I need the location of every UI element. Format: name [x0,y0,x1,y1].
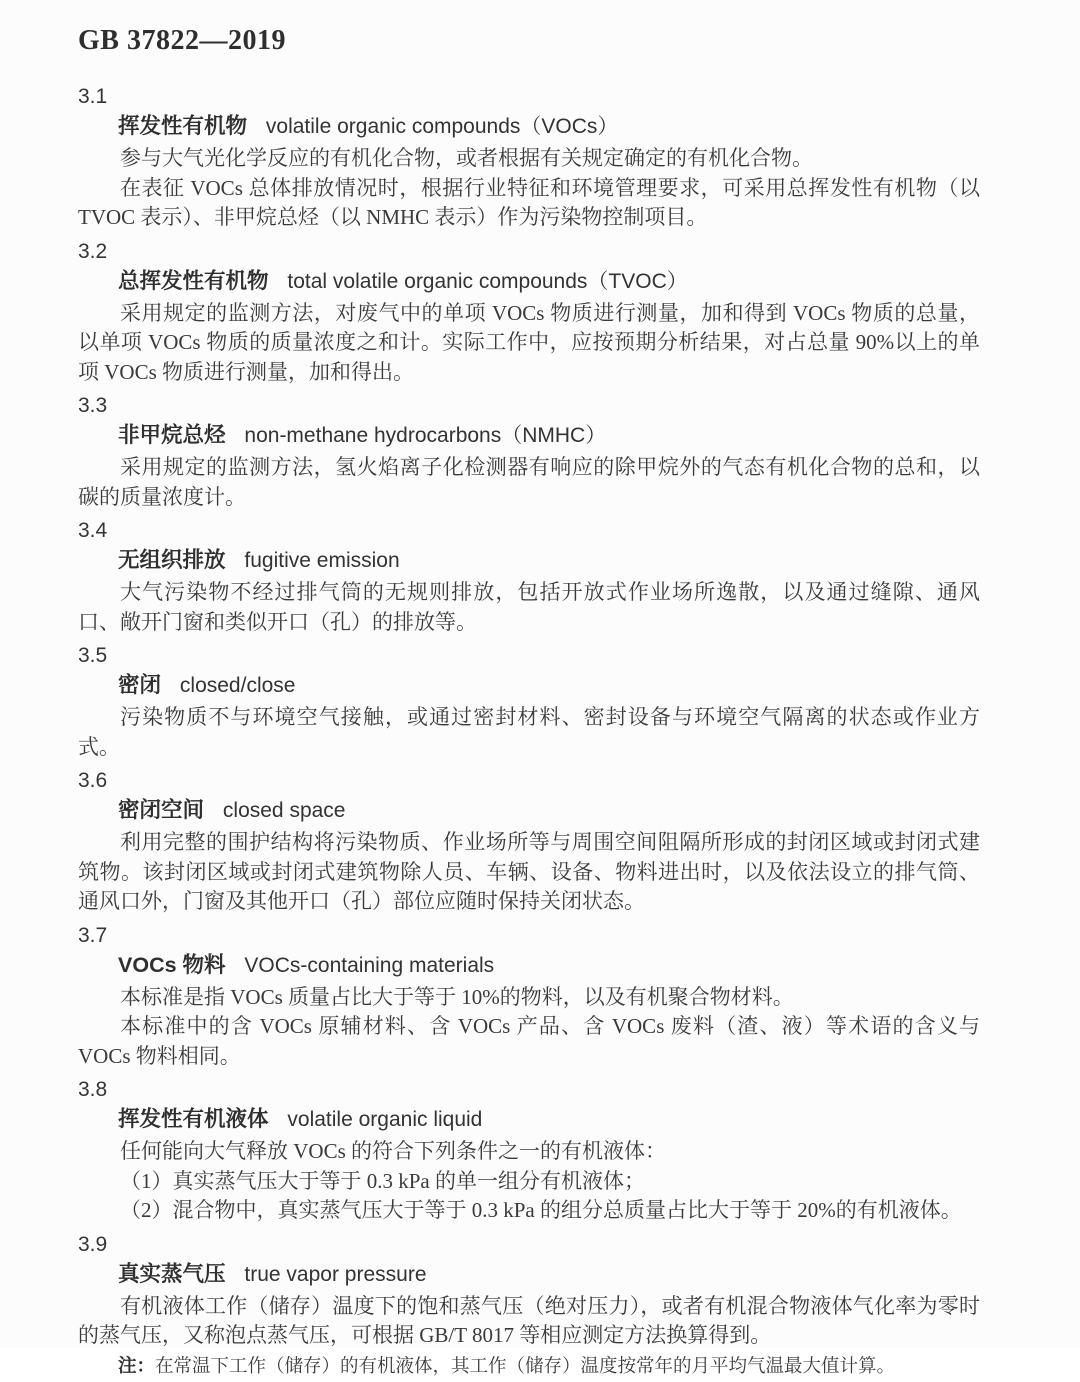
clause-paragraph: 有机液体工作（储存）温度下的饱和蒸气压（绝对压力），或者有机混合物液体气化率为零时的蒸气压，又称泡点蒸气压，可根据 GB/T 8017 等相应测定方法换算得到。 [78,1293,980,1347]
clause-section [78,1230,980,1382]
clause-paragraph: 利用完整的围护结构将污染物质、作业场所等与周围空间阻隔所形成的封闭区域或封闭式建筑物。该封闭区域或封闭式建筑物除人员、车辆、设备、物料进出时，以及依法设立的排气筒、通风口外，门窗及其他开口（孔）部位应随时保持关闭状态。 [78,830,980,913]
term-english: volatile organic compounds（VOCs） [265,115,619,138]
clause-section [78,641,980,762]
clause-paragraph: 大气污染物不经过排气筒的无规则排放，包括开放式作业场所逸散，以及通过缝隙、通风口、敞开门窗和类似开口（孔）的排放等。 [78,580,980,634]
clause-paragraph: 污染物质不与环境空气接触，或通过密封材料、密封设备与环境空气隔离的状态或作业方式。 [78,705,980,759]
clause-paragraph: 采用规定的监测方法，氢火焰离子化检测器有响应的除甲烷外的气态有机化合物的总和，以碳的质量浓度计。 [78,455,980,509]
term-line [78,671,980,702]
term-english: VOCs-containing materials [244,953,495,977]
clause-number: 3.8 [78,1078,108,1101]
clause-number: 3.6 [78,769,108,792]
term-english: true vapor pressure [244,1262,427,1286]
clause-paragraph: 参与大气光化学反应的有机化合物，或者根据有关规定确定的有机化合物。 [120,146,813,170]
clause-note [78,1352,980,1382]
clause-paragraph: 本标准是指 VOCs 质量占比大于等于 10%的物料，以及有机聚合物材料。 [120,984,794,1009]
clause-number: 3.5 [78,644,108,667]
term-line [78,112,980,143]
term-line [78,267,980,298]
term-chinese: VOCs 物料 [118,952,226,977]
clause-number: 3.9 [78,1232,108,1256]
term-english: total volatile organic compounds（TVOC） [287,269,688,293]
term-chinese: 挥发性有机液体 [118,1107,269,1131]
clause-section [78,82,980,233]
term-line [78,421,980,452]
clause-section [78,921,980,1072]
term-chinese: 总挥发性有机物 [118,268,269,293]
clause-section [78,391,980,512]
term-line [78,546,980,577]
clause-number: 3.1 [78,85,108,108]
clause-paragraph: 采用规定的监测方法，对废气中的单项 VOCs 物质进行测量，加和得到 VOCs 物质的总量，以单项 VOCs 物质的质量浓度之和计。实际工作中，应按预期分析结果，对占总量 90%以上的单项 VOCs 物质进行测量，加和得出。 [78,300,981,384]
term-line [78,1260,980,1291]
clause-paragraph: （1）真实蒸气压大于等于 0.3 kPa 的单一组分有机液体； [120,1168,645,1193]
clause-number: 3.4 [78,519,108,542]
terms-and-definitions-body [78,82,980,1382]
term-line [78,1105,980,1136]
term-chinese: 密闭空间 [118,798,205,822]
term-chinese: 挥发性有机物 [118,114,248,138]
note-label: 注： [118,1356,156,1377]
clause-paragraph: 本标准中的含 VOCs 原辅材料、含 VOCs 产品、含 VOCs 废料（渣、液）等术语的含义与 VOCs 物料相同。 [78,1014,980,1068]
clause-paragraph: 在表征 VOCs 总体排放情况时，根据行业特征和环境管理要求，可采用总挥发性有机物（以 TVOC 表示）、非甲烷总烃（以 NMHC 表示）作为污染物控制项目。 [78,175,980,229]
term-line [78,796,980,827]
clause-number: 3.2 [78,239,108,263]
term-chinese: 真实蒸气压 [118,1261,226,1286]
term-line [78,951,980,982]
note-text: 在常温下工作（储存）的有机液体，其工作（储存）温度按常年的月平均气温最大值计算。 [155,1356,896,1377]
term-english: fugitive emission [244,549,400,572]
term-english: closed space [222,799,346,822]
standard-number-header: GB 37822—2019 [78,25,286,56]
term-english: non-methane hydrocarbons（NMHC） [244,424,607,447]
clause-paragraph: （2）混合物中，真实蒸气压大于等于 0.3 kPa 的组分总质量占比大于等于 20%的有机液体。 [120,1198,962,1222]
clause-section [78,1075,980,1226]
term-english: closed/close [179,674,296,697]
term-english: volatile organic liquid [287,1108,483,1131]
clause-section [78,237,980,388]
clause-number: 3.3 [78,394,108,417]
clause-section [78,766,980,917]
term-chinese: 非甲烷总烃 [118,423,226,447]
clause-paragraph: 任何能向大气释放 VOCs 的符合下列条件之一的有机液体： [120,1139,667,1163]
term-chinese: 无组织排放 [118,548,226,572]
term-chinese: 密闭 [118,673,162,697]
clause-number: 3.7 [78,923,108,947]
clause-section [78,516,980,637]
